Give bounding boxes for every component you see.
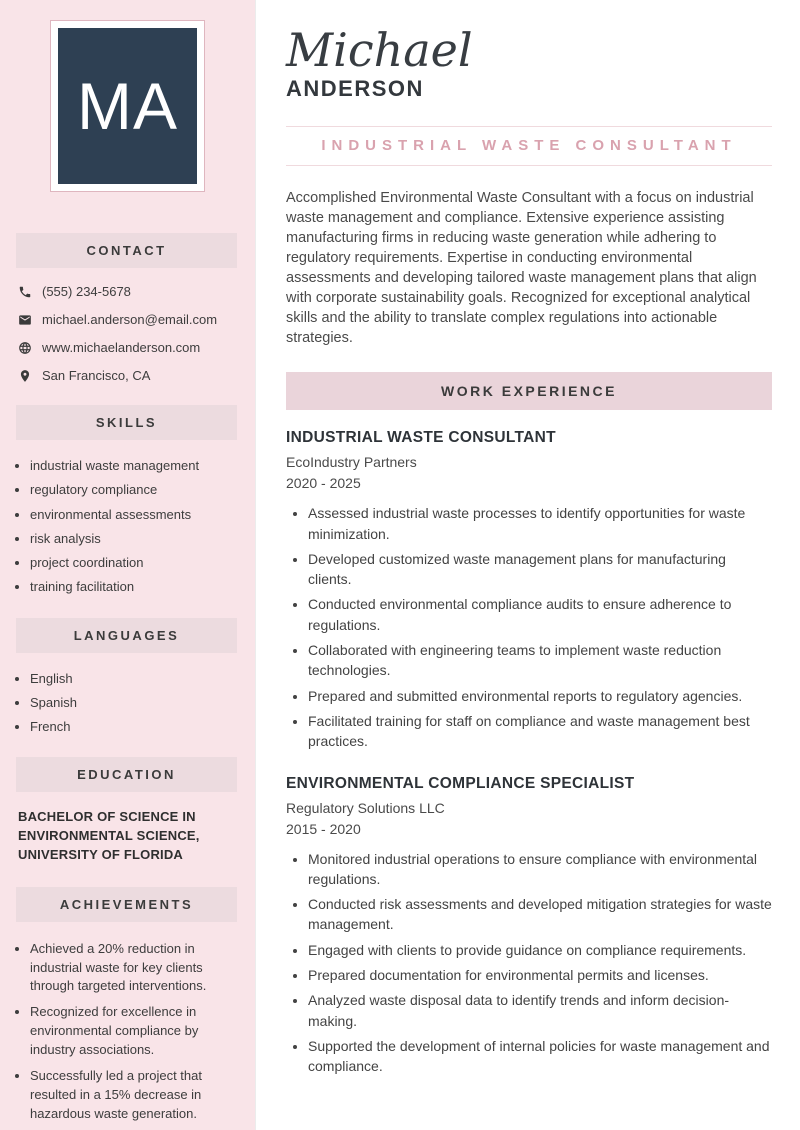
list-item: • Conducted risk assessments and developed mitigation strategies for waste management. bbox=[308, 894, 772, 935]
job-title-band bbox=[286, 126, 772, 166]
avatar bbox=[50, 20, 205, 192]
contact-phone-text: (555) 234-5678 bbox=[42, 284, 131, 299]
contact-website-text: www.michaelanderson.com bbox=[42, 340, 201, 355]
first-name: Michael bbox=[286, 23, 473, 77]
contact-list bbox=[0, 284, 255, 383]
list-item: • environmental assessments bbox=[30, 507, 255, 523]
list-item: • Supported the development of internal policies for waste management and compliance. bbox=[308, 1036, 772, 1077]
phone-icon bbox=[18, 285, 32, 299]
contact-email-text: michael.anderson@email.com bbox=[42, 312, 218, 327]
job-entry-company: Regulatory Solutions LLC bbox=[286, 799, 445, 816]
work-experience-title: WORK EXPERIENCE bbox=[441, 383, 617, 400]
list-item: • Developed customized waste management plans for manufacturing clients. bbox=[308, 549, 772, 590]
list-item: • Monitored industrial operations to ensure compliance with environmental regulations. bbox=[308, 849, 772, 890]
job-entry-dates: 2015 - 2020 bbox=[286, 820, 361, 837]
list-item: • Prepared and submitted environmental reports to regulatory agencies. bbox=[308, 686, 772, 706]
job-entry bbox=[286, 775, 772, 1077]
languages-section-header bbox=[16, 618, 237, 653]
contact-section-title: CONTACT bbox=[86, 243, 167, 258]
job-entry-company: EcoIndustry Partners bbox=[286, 454, 417, 471]
job-entry-dates: 2020 - 2025 bbox=[286, 475, 361, 492]
list-item: • English bbox=[30, 671, 255, 687]
list-item: • industrial waste management bbox=[30, 458, 255, 474]
contact-location-text: San Francisco, CA bbox=[42, 368, 151, 383]
contact-item-location bbox=[18, 368, 245, 383]
job-entry-title: INDUSTRIAL WASTE CONSULTANT bbox=[286, 429, 556, 447]
list-item: • Engaged with clients to provide guidance on compliance requirements. bbox=[308, 940, 772, 960]
list-item: • Collaborated with engineering teams to implement waste reduction technologies. bbox=[308, 640, 772, 681]
job-entry-bullets bbox=[286, 849, 772, 1077]
job-entry-bullets bbox=[286, 503, 772, 751]
avatar-initials: MA bbox=[77, 69, 178, 143]
professional-summary: Accomplished Environmental Waste Consultant with a focus on industrial waste management and compliance. Extensive experience assisting manufacturing firms in reducing waste generation while adhering to regulatory requirements. Expertise in conducting environmental assessments and developing tailored waste management plans that align with corporate sustainability goals. Recognized for exceptional analytical skills and the ability to translate complex regulations into actionable strategies. bbox=[286, 190, 757, 347]
skills-section-title: SKILLS bbox=[95, 415, 158, 430]
achievements-section-header bbox=[16, 887, 237, 922]
location-icon bbox=[18, 369, 32, 383]
sidebar bbox=[0, 0, 256, 1130]
globe-icon bbox=[18, 341, 32, 355]
list-item: • training facilitation bbox=[30, 579, 255, 595]
main-content bbox=[257, 0, 800, 1130]
email-icon bbox=[18, 313, 32, 327]
education-section-header bbox=[16, 757, 237, 792]
education-degree-text: BACHELOR OF SCIENCE IN ENVIRONMENTAL SCIENCE, UNIVERSITY OF FLORIDA bbox=[18, 809, 200, 862]
contact-item-email bbox=[18, 312, 245, 327]
contact-section-header bbox=[16, 233, 237, 268]
achievements-list bbox=[0, 940, 255, 1124]
list-item: • Achieved a 20% reduction in industrial waste for key clients through targeted interventions. bbox=[30, 940, 241, 997]
languages-list bbox=[0, 671, 255, 736]
job-title-text: INDUSTRIAL WASTE CONSULTANT bbox=[321, 137, 737, 155]
list-item: • Recognized for excellence in environmental compliance by industry associations. bbox=[30, 1003, 241, 1060]
contact-item-phone bbox=[18, 284, 245, 299]
languages-section-title: LANGUAGES bbox=[73, 627, 180, 643]
job-entry-title: ENVIRONMENTAL COMPLIANCE SPECIALIST bbox=[286, 774, 635, 792]
job-entry bbox=[286, 429, 772, 751]
avatar-monogram-box bbox=[58, 28, 197, 184]
work-experience-header bbox=[286, 372, 772, 410]
list-item: • project coordination bbox=[30, 555, 255, 571]
list-item: • Prepared documentation for environmental permits and licenses. bbox=[308, 965, 772, 985]
last-name: ANDERSON bbox=[286, 76, 424, 102]
list-item: • Facilitated training for staff on compliance and waste management best practices. bbox=[308, 711, 772, 752]
list-item: • Analyzed waste disposal data to identify trends and inform decision-making. bbox=[308, 990, 772, 1031]
contact-item-website bbox=[18, 340, 245, 355]
skills-section-header bbox=[16, 405, 237, 440]
list-item: • Assessed industrial waste processes to identify opportunities for waste minimization. bbox=[308, 503, 772, 544]
skills-list bbox=[0, 458, 255, 596]
achievements-section-title: ACHIEVEMENTS bbox=[59, 896, 194, 912]
list-item: • Conducted environmental compliance audits to ensure adherence to regulations. bbox=[308, 594, 772, 635]
list-item: • risk analysis bbox=[30, 531, 255, 547]
list-item: • French bbox=[30, 719, 255, 735]
list-item: • Successfully led a project that resulted in a 15% decrease in hazardous waste generation. bbox=[30, 1067, 241, 1124]
list-item: • regulatory compliance bbox=[30, 482, 255, 498]
list-item: • Spanish bbox=[30, 695, 255, 711]
education-section-title: EDUCATION bbox=[77, 767, 176, 783]
